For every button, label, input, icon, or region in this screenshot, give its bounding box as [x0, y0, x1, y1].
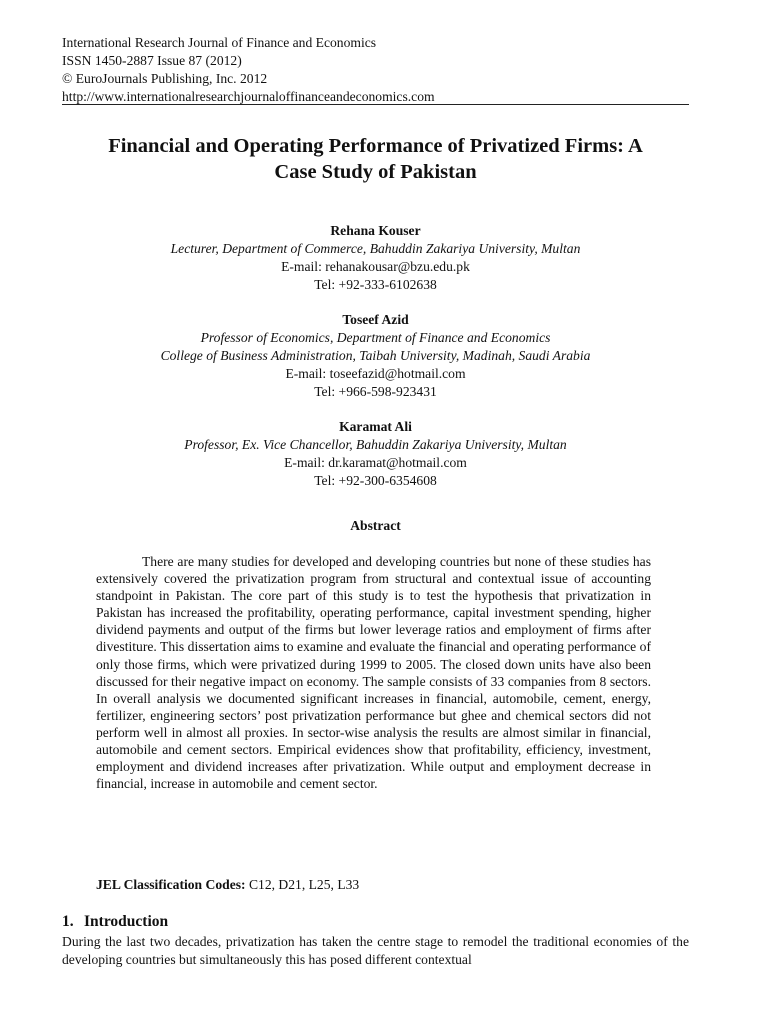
paper-title-line-1: Financial and Operating Performance of Privatized Firms: A [108, 135, 643, 157]
author-block-2 [62, 311, 689, 401]
paper-title-line-2: Case Study of Pakistan [274, 161, 477, 183]
jel-codes: C12, D21, L25, L33 [248, 877, 360, 892]
author-affiliation: Professor of Economics, Department of Finance and Economics [200, 330, 551, 345]
author-block-3 [62, 418, 689, 490]
section-heading-introduction [62, 912, 689, 932]
author-email: E-mail: toseefazid@hotmail.com [285, 366, 466, 381]
journal-name: International Research Journal of Finance and Economics [62, 35, 377, 50]
author-name: Toseef Azid [342, 312, 409, 327]
header-divider [62, 104, 689, 105]
author-affiliation: Lecturer, Department of Commerce, Bahuddin Zakariya University, Multan [170, 241, 581, 256]
section-title: Introduction [84, 913, 169, 930]
journal-copyright: © EuroJournals Publishing, Inc. 2012 [62, 71, 268, 86]
journal-header [62, 34, 690, 106]
abstract-heading: Abstract [350, 518, 401, 533]
author-tel: Tel: +92-333-6102638 [314, 277, 437, 292]
author-affiliation: College of Business Administration, Taibah University, Madinah, Saudi Arabia [160, 348, 591, 363]
author-name: Karamat Ali [339, 419, 412, 434]
author-tel: Tel: +92-300-6354608 [314, 473, 437, 488]
author-affiliation: Professor, Ex. Vice Chancellor, Bahuddin Zakariya University, Multan [184, 437, 567, 452]
author-email: E-mail: rehanakousar@bzu.edu.pk [281, 259, 470, 274]
jel-classification [96, 876, 656, 894]
journal-url[interactable]: http://www.internationalresearchjournaloffinanceandeconomics.com [62, 89, 435, 104]
abstract-text: There are many studies for developed and developing countries but none of these studies has extensively covered the privatization program from structural and contextual issue of accounting standpoint in Pakistan. The core part of this study is to test the hypothesis that privatization in Pakistan has increased the profitability, operating performance, capital investment spending, higher dividend payments and output of the firms but lower leverage ratios and employment of firms after divestiture. This dissertation aims to examine and evaluate the financial and operating performance of only those firms, which were privatized during 1999 to 2005. The closed down units have also been discussed for their negative impact on economy. The sample consists of 33 companies from 8 sectors. In overall analysis we documented significant increases in financial, automobile, cement, energy, fertilizer, engineering sectors’ post privatization performance but ghee and chemical sectors did not perform well in almost all proxies. In sector-wise analysis the results are almost similar in financial, automobile and cement sectors. Empirical evidences show that profitability, efficiency, investment, employment and dividend increases after privatization. While output and employment decrease in financial, increase in automobile and cement sector. [96, 554, 651, 792]
author-name: Rehana Kouser [330, 223, 421, 238]
journal-issn: ISSN 1450-2887 Issue 87 (2012) [62, 53, 242, 68]
introduction-text: During the last two decades, privatization has taken the centre stage to remodel the traditional economies of the developing countries but simultaneously this has posed different contextual [62, 934, 689, 967]
author-block-1 [62, 222, 689, 294]
author-email: E-mail: dr.karamat@hotmail.com [284, 455, 467, 470]
section-number: 1. [62, 913, 74, 930]
jel-label: JEL Classification Codes: [96, 877, 246, 892]
paper-title [62, 133, 689, 185]
author-tel: Tel: +966-598-923431 [314, 384, 437, 399]
